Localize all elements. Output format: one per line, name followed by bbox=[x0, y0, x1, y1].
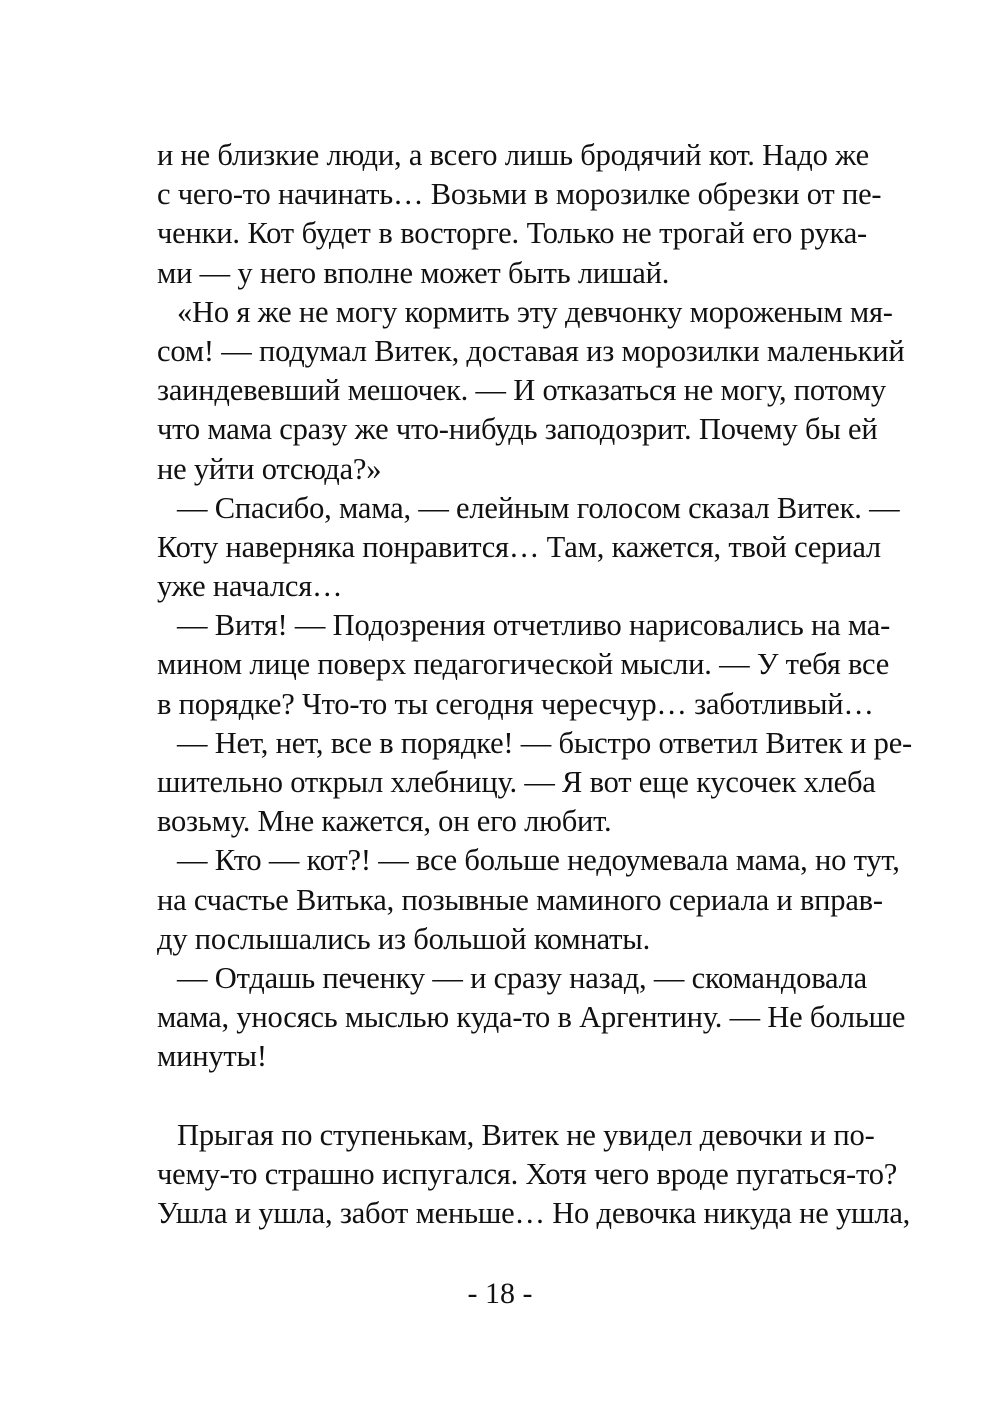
paragraph-dialogue bbox=[157, 841, 900, 959]
text-line: заиндевевший мешочек. — И отказаться не могу, потому bbox=[157, 373, 886, 408]
text-line: что мама сразу же что-нибудь заподозрит. Почему бы ей bbox=[157, 412, 878, 447]
page-text bbox=[157, 136, 912, 1233]
text-line: возьму. Мне кажется, он его любит. bbox=[157, 804, 612, 839]
text-line: Прыгая по ступенькам, Витек не увидел девочки и по- bbox=[177, 1117, 875, 1152]
text-line: чему-то страшно испугался. Хотя чего вроде пугаться-то? bbox=[157, 1156, 898, 1191]
text-line: Ушла и ушла, забот меньше… Но девочка никуда не ушла, bbox=[157, 1195, 911, 1230]
section-break bbox=[157, 1077, 867, 1116]
text-line: — Витя! — Подозрения отчетливо нарисовались на ма- bbox=[177, 608, 891, 643]
paragraph-dialogue bbox=[157, 959, 906, 1077]
text-line: — Нет, нет, все в порядке! — быстро ответил Витек и ре- bbox=[177, 725, 912, 760]
text-line: в порядке? Что-то ты сегодня чересчур… заботливый… bbox=[157, 686, 874, 721]
text-line: ми — у него вполне может быть лишай. bbox=[157, 255, 670, 290]
paragraph-continuation bbox=[157, 136, 882, 293]
paragraph-dialogue bbox=[157, 489, 900, 607]
text-line: с чего-то начинать… Возьми в морозилке обрезки от пе- bbox=[157, 177, 882, 212]
text-line: Коту наверняка понравится… Там, кажется, твой сериал bbox=[157, 529, 881, 564]
text-line: мином лице поверх педагогической мысли. — У тебя все bbox=[157, 647, 890, 682]
text-line: «Но я же не могу кормить эту девчонку мороженым мя- bbox=[177, 294, 893, 329]
text-line: — Отдашь печенку — и сразу назад, — скомандовала bbox=[177, 960, 867, 995]
paragraph-dialogue bbox=[157, 724, 912, 842]
text-line: ченки. Кот будет в восторге. Только не трогай его рука- bbox=[157, 216, 867, 251]
paragraph-new-section bbox=[157, 1116, 911, 1234]
text-line: не уйти отсюда?» bbox=[157, 451, 382, 486]
text-line: на счастье Витька, позывные маминого сериала и вправ- bbox=[157, 882, 883, 917]
page-number: - 18 - bbox=[467, 1277, 533, 1310]
text-line: — Кто — кот?! — все больше недоумевала мама, но тут, bbox=[177, 843, 900, 878]
paragraph-dialogue bbox=[157, 606, 891, 724]
text-line: сом! — подумал Витек, доставая из морозилки маленький bbox=[157, 333, 905, 368]
text-line: — Спасибо, мама, — елейным голосом сказал Витек. — bbox=[177, 490, 900, 525]
text-line: мама, уносясь мыслью куда-то в Аргентину. — Не больше bbox=[157, 1000, 906, 1035]
text-line: минуты! bbox=[157, 1039, 267, 1074]
text-line: уже начался… bbox=[157, 569, 343, 604]
text-line: ду послышались из большой комнаты. bbox=[157, 921, 651, 956]
text-line: шительно открыл хлебницу. — Я вот еще кусочек хлеба bbox=[157, 765, 876, 799]
paragraph-thought bbox=[157, 293, 905, 489]
text-line: и не близкие люди, а всего лишь бродячий кот. Надо же bbox=[157, 138, 869, 172]
